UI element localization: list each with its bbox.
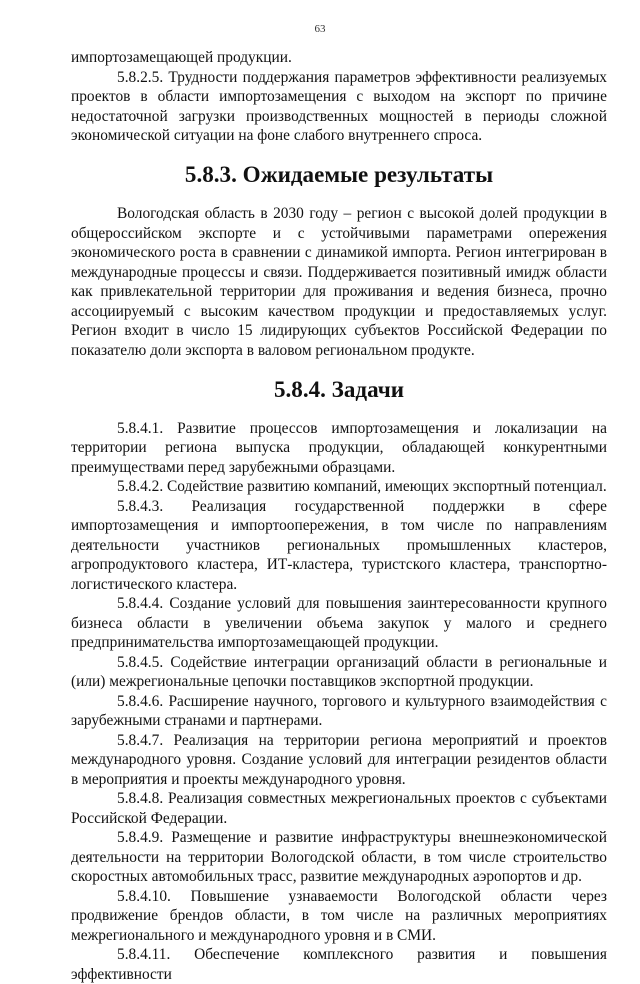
paragraph-continuation: импортозамещающей продукции.: [71, 49, 292, 66]
spacer: [71, 185, 607, 205]
task-item: 5.8.4.6. Расширение научного, торгового и культурного взаимодействия с зарубежными странами и партнерами.: [71, 692, 607, 729]
task-item: 5.8.4.8. Реализация совместных межрегиональных проектов с субъектами Российской Федерации.: [71, 790, 607, 827]
task-item: 5.8.4.4. Создание условий для повышения заинтересованности крупного бизнеса области в увеличении объема закупок у малого и среднего предпринимательства импортозамещающей продукции.: [71, 595, 607, 651]
task-item: 5.8.4.7. Реализация на территории региона мероприятий и проектов международного уровня. Создание условий для интеграции резидентов области в мероприятия и проекты международного уровня.: [71, 731, 607, 788]
item-5-8-2-5: 5.8.2.5. Трудности поддержания параметров эффективности реализуемых проектов в области импортозамещения с выходом на экспорт по причине недостаточной загрузки производственных мощностей в периоды сложной экономической ситуации на фоне слабого внутреннего спроса.: [71, 68, 607, 144]
task-item: 5.8.4.9. Размещение и развитие инфраструктуры внешнеэкономической деятельности на территории Вологодской области, в том числе строительство скоростных автомобильных трасс, развитие международных аэропортов и др.: [71, 829, 607, 885]
page-number: 63: [314, 23, 326, 35]
task-item: 5.8.4.11. Обеспечение комплексного развития и повышения эффективности: [71, 946, 607, 983]
task-item: 5.8.4.2. Содействие развитию компаний, имеющих экспортный потенциал.: [117, 478, 607, 495]
heading-tasks: 5.8.4. Задачи: [273, 375, 405, 402]
task-item: 5.8.4.1. Развитие процессов импортозамещения и локализации на территории региона выпуска продукции, обладающей конкурентными преимуществами перед зарубежными образцами.: [71, 419, 607, 476]
task-item: 5.8.4.5. Содействие интеграции организаций области в региональные и (или) межрегиональные цепочки поставщиков экспортной продукции.: [71, 653, 607, 690]
task-item: 5.8.4.10. Повышение узнаваемости Вологодской области через продвижение брендов области, в том числе на различных мероприятиях межрегионального и международного уровня и в СМИ.: [71, 887, 607, 944]
expected-results-paragraph: Вологодская область в 2030 году – регион с высокой долей продукции в общероссийском экспорте и с устойчивыми параметрами опережения экономического роста в сравнении с динамикой импорта. Регион интегрирован в международные процессы и связи. Поддерживается позитивный имидж области как привлекательной территории для проживания и ведения бизнеса, прочно ассоциируемый с высоким качеством продукции и предоставляемых услуг. Регион входит в число 15 лидирующих субъектов Российской Федерации по показателю доли экспорта в валовом региональном продукте.: [71, 205, 607, 359]
task-item: 5.8.4.3. Реализация государственной поддержки в сфере импортозамещения и импортоопережения, в том числе по направлениям деятельности участников региональных промышленных кластеров, агропродуктового кластера, ИТ-кластера, туристского кластера, транспортно-логистического кластера.: [71, 497, 607, 593]
spacer: [71, 399, 607, 419]
heading-expected-results: 5.8.3. Ожидаемые результаты: [184, 161, 494, 187]
page-content: [71, 48, 607, 984]
